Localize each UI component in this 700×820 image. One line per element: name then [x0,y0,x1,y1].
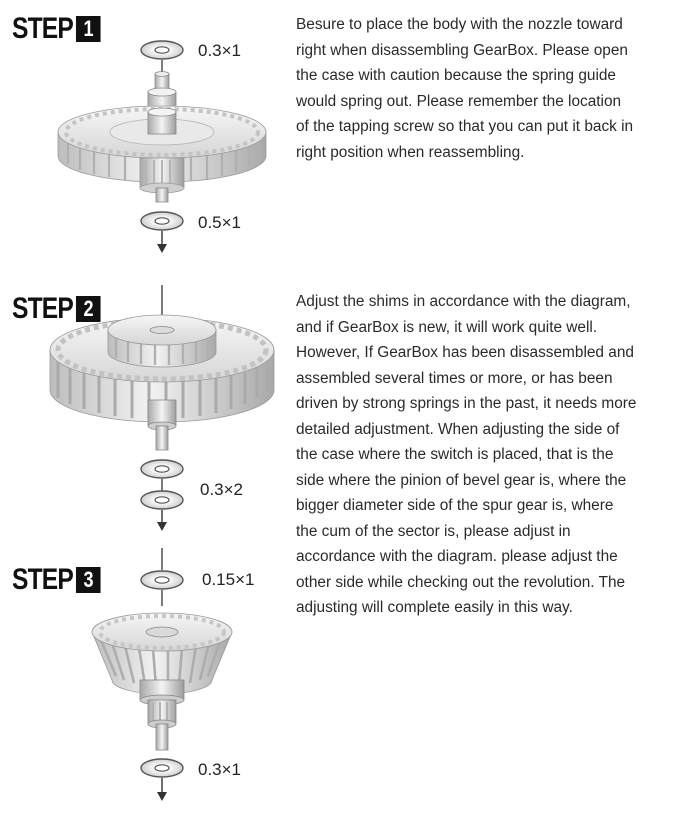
step-1-number: 1 [76,16,101,42]
arrow-down-icon [157,792,167,801]
instruction-line: right position when reassembling. [296,143,525,161]
step-3-diagram [92,548,232,801]
instruction-line: However, If GearBox has been disassembled and [296,344,634,361]
arrow-down-icon [157,244,167,253]
shim-washer-icon [141,41,183,59]
shim-label-step1-bottom: 0.5×1 [198,213,242,232]
instruction-line: right when disassembling GearBox. Please open [296,41,628,59]
shim-washer-icon [141,759,183,777]
step-2-word: STEP [12,292,73,325]
step-3-word: STEP [12,563,73,596]
instruction-line: driven by strong springs in the past, it needs more [296,395,637,412]
instruction-line: bigger diameter side of the spur gear is, where [296,497,614,514]
step-2-diagram [50,285,274,531]
instruction-line: the case where the switch is placed, that is the [296,446,614,463]
step-1-diagram [58,41,266,253]
instruction-line: would spring out. Please remember the location [296,92,622,110]
instruction-line: of the tapping screw so that you can put it back in [296,118,634,135]
instruction-line: adjusting will complete easily in this way. [296,599,573,616]
shim-label-step3-bottom: 0.3×1 [198,760,242,779]
shim-label-step1-top: 0.3×1 [198,41,242,60]
shim-washer-icon [141,491,183,509]
instruction-line: other side while checking out the revolution. The [296,573,626,591]
instruction-line: Adjust the shims in accordance with the diagram, [296,293,631,310]
shim-washer-icon [141,460,183,478]
instruction-line: assembled several times or more, or has been [296,369,613,387]
instruction-line: and if GearBox is new, it will work quite well. [296,318,598,336]
shim-washer-icon [141,571,183,589]
shim-label-step3-top: 0.15×1 [202,570,255,589]
step-1-word: STEP [12,12,73,45]
arrow-down-icon [157,522,167,531]
step-3-number: 3 [76,567,101,593]
instruction-line: Besure to place the body with the nozzle toward [296,16,623,33]
step-2-number: 2 [76,296,101,322]
instruction-line: detailed adjustment. When adjusting the side of [296,420,620,438]
shim-washer-icon [141,212,183,230]
shim-label-step2: 0.3×2 [200,480,244,499]
instruction-line: side where the pinion of bevel gear is, where the [296,471,627,489]
instruction-line: the case with caution because the spring guide [296,67,616,84]
instruction-line: accordance with the diagram. please adjust the [296,548,618,565]
instruction-line: the cum of the sector is, please adjust in [296,522,571,540]
